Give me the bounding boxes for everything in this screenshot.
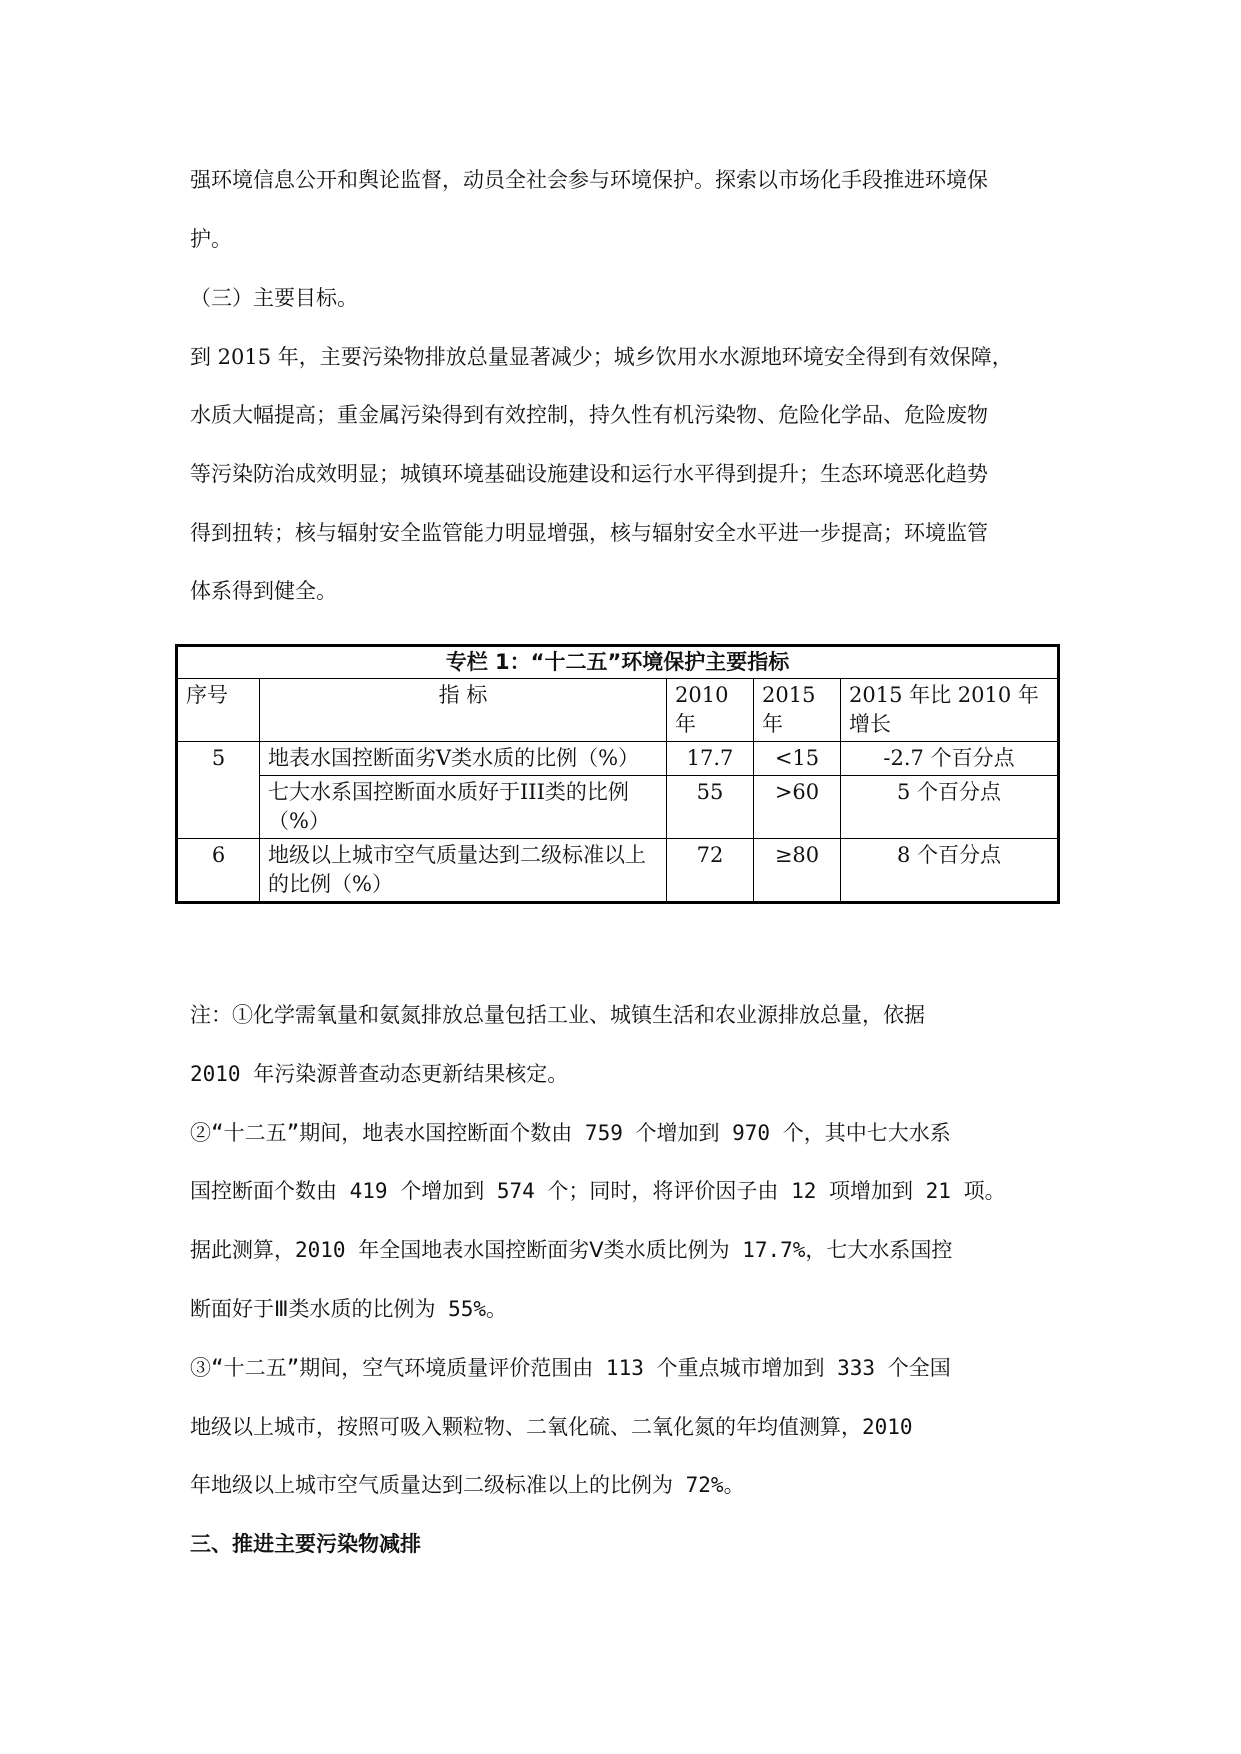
section-heading: （三）主要目标。 [190,286,358,310]
row-value-2010: 55 [667,776,754,839]
indicator-table [175,644,1060,904]
note-line: ③“十二五”期间，空气环境质量评价范围由 113 个重点城市增加到 333 个全国 [190,1356,951,1380]
table-row [177,839,1059,903]
row-indicator: 地表水国控断面劣Ⅴ类水质的比例（%） [260,742,667,776]
note-line: 2010 年污染源普查动态更新结果核定。 [190,1062,569,1086]
header-2015: 2015 年 [754,679,841,742]
body-text-line: 等污染防治成效明显；城镇环境基础设施建设和运行水平得到提升；生态环境恶化趋势 [190,462,988,486]
row-increase: 5 个百分点 [841,776,1059,839]
body-text-line: 强环境信息公开和舆论监督，动员全社会参与环境保护。探索以市场化手段推进环境保 [190,168,988,192]
body-text-line: 体系得到健全。 [190,579,337,603]
note-line: 地级以上城市，按照可吸入颗粒物、二氧化硫、二氧化氮的年均值测算，2010 [190,1415,913,1439]
table-row [177,742,1059,776]
header-indicator: 指 标 [260,679,667,742]
table-caption: 专栏 1：“十二五”环境保护主要指标 [177,646,1059,679]
body-text-line: 护。 [190,227,232,251]
row-indicator: 地级以上城市空气质量达到二级标准以上的比例（%） [260,839,667,903]
row-increase: 8 个百分点 [841,839,1059,903]
table-header-row [177,679,1059,742]
body-text-line: 得到扭转；核与辐射安全监管能力明显增强，核与辐射安全水平进一步提高；环境监管 [190,521,988,545]
note-line: ②“十二五”期间，地表水国控断面个数由 759 个增加到 970 个，其中七大水系 [190,1121,951,1145]
note-line: 国控断面个数由 419 个增加到 574 个；同时，将评价因子由 12 项增加到 21 项。 [190,1179,1006,1203]
body-text-line: 到 2015 年，主要污染物排放总量显著减少；城乡饮用水水源地环境安全得到有效保障， [190,345,1013,369]
header-no: 序号 [177,679,260,742]
header-2010: 2010 年 [667,679,754,742]
row-value-2015: <15 [754,742,841,776]
row-indicator: 七大水系国控断面水质好于III类的比例（%） [260,776,667,839]
note-line: 年地级以上城市空气质量达到二级标准以上的比例为 72%。 [190,1473,745,1497]
row-value-2010: 72 [667,839,754,903]
chapter-heading: 三、推进主要污染物减排 [190,1532,421,1556]
body-text-line: 水质大幅提高；重金属污染得到有效控制，持久性有机污染物、危险化学品、危险废物 [190,403,988,427]
row-no: 6 [177,839,260,903]
row-value-2015: >60 [754,776,841,839]
row-value-2010: 17.7 [667,742,754,776]
row-no: 5 [177,742,260,839]
note-line: 据此测算，2010 年全国地表水国控断面劣Ⅴ类水质比例为 17.7%，七大水系国控 [190,1238,953,1262]
header-increase: 2015 年比 2010 年增长 [841,679,1059,742]
note-line: 断面好于Ⅲ类水质的比例为 55%。 [190,1297,508,1321]
row-value-2015: ≥80 [754,839,841,903]
table-row [177,776,1059,839]
note-line: 注：①化学需氧量和氨氮排放总量包括工业、城镇生活和农业源排放总量，依据 [190,1003,925,1027]
row-increase: -2.7 个百分点 [841,742,1059,776]
